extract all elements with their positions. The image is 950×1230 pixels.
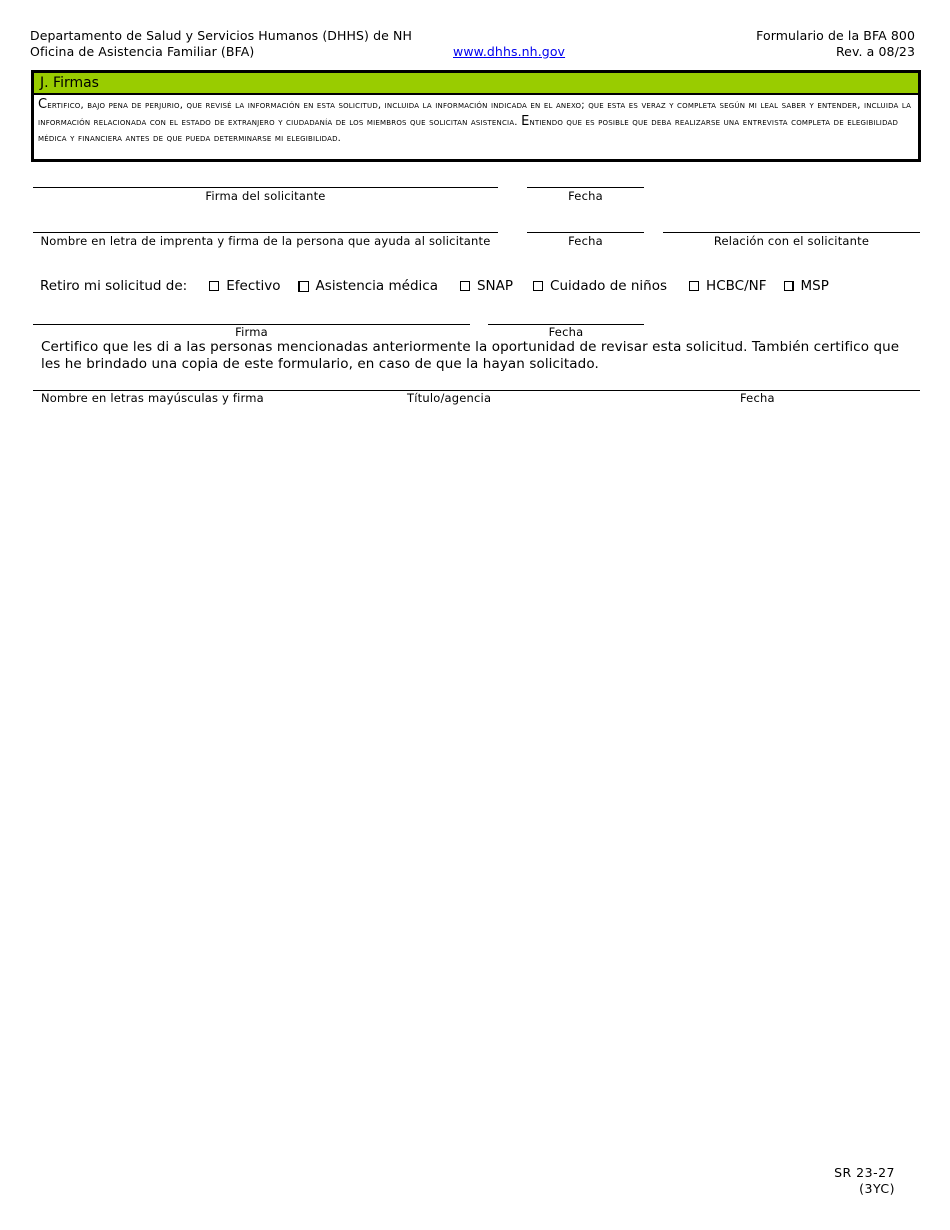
- department-name: Departamento de Salud y Servicios Humanos (DHHS) de NH: [30, 28, 412, 43]
- form-subcode: (3YC): [859, 1181, 895, 1196]
- department-heading: [30, 28, 412, 60]
- option-label: HCBC/NF: [706, 278, 767, 294]
- option-efectivo[interactable]: [209, 277, 280, 295]
- helper-date-line[interactable]: [527, 232, 644, 233]
- applicant-signature-label: Firma del solicitante: [205, 189, 326, 203]
- option-label: MSP: [800, 278, 829, 294]
- applicant-signature-line[interactable]: [33, 187, 498, 188]
- relationship-label: Relación con el solicitante: [713, 234, 870, 248]
- checkbox-asistencia-medica[interactable]: [298, 281, 309, 292]
- option-asistencia-medica[interactable]: [298, 277, 438, 295]
- checkbox-efectivo[interactable]: [209, 281, 219, 291]
- checkbox-msp[interactable]: [784, 281, 794, 291]
- option-msp[interactable]: [784, 277, 829, 295]
- withdraw-signature-label: Firma: [235, 325, 268, 339]
- helper-signature-label: Nombre en letra de imprenta y firma de la persona que ayuda al solicitante: [40, 234, 491, 248]
- withdraw-options: [40, 277, 849, 295]
- form-code: SR 23-27: [834, 1165, 895, 1180]
- helper-date-label: Fecha: [568, 234, 603, 248]
- option-cuidado-ninos[interactable]: [533, 277, 667, 295]
- section-title: J. Firmas: [34, 73, 918, 95]
- worker-name-signature-label: Nombre en letras mayúsculas y firma: [41, 391, 264, 405]
- form-name: Formulario de la BFA 800: [756, 28, 915, 43]
- helper-signature-line[interactable]: [33, 232, 498, 233]
- attestation-part2: ntiendo que es posible que deba realizarse una entrevista completa de elegibilidad médica y financiera antes de que pueda determinarse mi elegibilidad.: [38, 117, 899, 144]
- form-info: [756, 28, 915, 60]
- checkbox-hcbc-nf[interactable]: [689, 281, 699, 291]
- attestation-initial: C: [38, 97, 48, 112]
- checkbox-snap[interactable]: [460, 281, 470, 291]
- option-label: SNAP: [476, 278, 514, 294]
- option-hcbc-nf[interactable]: [689, 277, 766, 295]
- footer-code: [834, 1165, 895, 1197]
- attestation-part1: ertifico, bajo pena de perjurio, que revisé la información en esta solicitud, incluida la información indicada en el anexo; que esta es veraz y completa según mi leal saber y entender, incluida la información relacionada con el estado de extranjero y ciudadanía de los miembros que solicitan asistencia.: [38, 100, 912, 128]
- option-label: Cuidado de niños: [550, 278, 668, 294]
- option-snap[interactable]: [460, 277, 513, 295]
- attestation2-initial: E: [521, 114, 530, 129]
- certification-text: Certifico que les di a las personas mencionadas anteriormente la oportunidad de revisar esta solicitud. También certifico que les he brindado una copia de este formulario, en caso de que la hayan solicitado.: [41, 339, 900, 372]
- worker-date-label: Fecha: [740, 391, 775, 405]
- form-revision: Rev. a 08/23: [835, 44, 915, 59]
- applicant-date-line[interactable]: [527, 187, 644, 188]
- option-label: Asistencia médica: [315, 278, 438, 294]
- relationship-line[interactable]: [663, 232, 920, 233]
- withdraw-label: Retiro mi solicitud de:: [40, 278, 188, 294]
- signatures-section: [31, 70, 921, 162]
- website-link[interactable]: www.dhhs.nh.gov: [453, 44, 566, 59]
- office-name: Oficina de Asistencia Familiar (BFA): [30, 44, 255, 59]
- applicant-date-label: Fecha: [568, 189, 603, 203]
- attestation-text: [34, 95, 918, 147]
- withdraw-date-label: Fecha: [548, 325, 584, 339]
- checkbox-cuidado-ninos[interactable]: [533, 281, 543, 291]
- title-agency-label: Título/agencia: [407, 391, 492, 405]
- option-label: Efectivo: [226, 278, 281, 294]
